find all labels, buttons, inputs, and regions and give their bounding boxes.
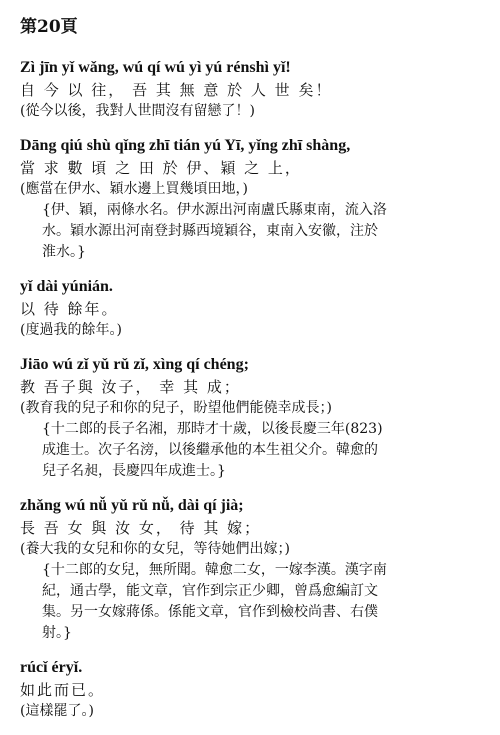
annotation-note [20, 419, 488, 482]
page-number: 第20頁 [20, 17, 78, 37]
stanza-3 [20, 276, 488, 341]
stanza-4 [20, 354, 488, 482]
note-line: 成進士。次子名滂，以後繼承他的本生祖父介。韓愈的 [42, 442, 378, 458]
stanza-6 [20, 657, 488, 722]
pinyin-line: rúcǐ éryǐ. [20, 659, 83, 676]
note-line: {伊、穎，兩條水名。伊水源出河南盧氏縣東南，流入洛 [42, 202, 387, 218]
note-line: 淮水。} [42, 244, 86, 260]
stanza-5 [20, 495, 488, 644]
pinyin-line: yǐ dài yúnián. [20, 278, 113, 295]
translation: (從今以後，我對人世間沒有留戀了！) [20, 103, 255, 119]
pinyin-line: zhǎng wú nǚ yǔ rǔ nǚ, dài qí jià; [20, 497, 244, 514]
pinyin-line: Jiāo wú zǐ yǔ rǔ zǐ, xìng qí chéng; [20, 356, 249, 373]
note-line: 兒子名昶，長慶四年成進士。} [42, 463, 226, 479]
stanza-2 [20, 135, 488, 263]
note-line: 集。另一女嫁蔣係。係能文章，官作到檢校尚書、右僕 [42, 604, 378, 620]
pinyin-line: Zì jīn yǐ wǎng, wú qí wú yì yú rénshì yǐ! [20, 59, 291, 76]
chinese-text: 長 吾 女 與 汝 女， 待 其 嫁； [20, 519, 262, 537]
note-line: 水。穎水源出河南登封縣西境穎谷，東南入安徽，注於 [42, 223, 378, 239]
annotation-note [20, 200, 488, 263]
pinyin-line: Dāng qiú shù qǐng zhī tián yú Yī, yǐng zhī shàng, [20, 137, 351, 154]
translation: (度過我的餘年。) [20, 322, 122, 338]
chinese-text: 如此而已。 [20, 681, 106, 699]
chinese-text: 教 吾子與 汝子， 幸 其 成； [20, 378, 241, 396]
page [20, 12, 488, 735]
stanza-1 [20, 57, 488, 122]
chinese-text: 以 待 餘年。 [20, 300, 119, 318]
chinese-text: 當 求 數 頃 之 田 於 伊、穎 之 上， [20, 159, 302, 177]
translation: (應當在伊水、穎水邊上買幾頃田地，) [20, 181, 248, 197]
translation: (這樣罷了。) [20, 703, 94, 719]
note-line: 射。} [42, 625, 72, 641]
chinese-text: 自 今 以 往， 吾 其 無 意 於 人 世 矣！ [20, 81, 333, 99]
note-line: {十二郎的長子名湘，那時才十歲，以後長慶三年(823) [42, 421, 383, 437]
note-line: 紀，通古學，能文章，官作到宗正少卿，曾爲愈編訂文 [42, 583, 378, 599]
translation: (養大我的女兒和你的女兒，等待她們出嫁；) [20, 541, 290, 557]
note-line: {十二郎的女兒，無所聞。韓愈二女，一嫁李漢。漢字南 [42, 562, 387, 578]
translation: (教育我的兒子和你的兒子，盼望他們能僥幸成長；) [20, 400, 332, 416]
annotation-note [20, 560, 488, 644]
